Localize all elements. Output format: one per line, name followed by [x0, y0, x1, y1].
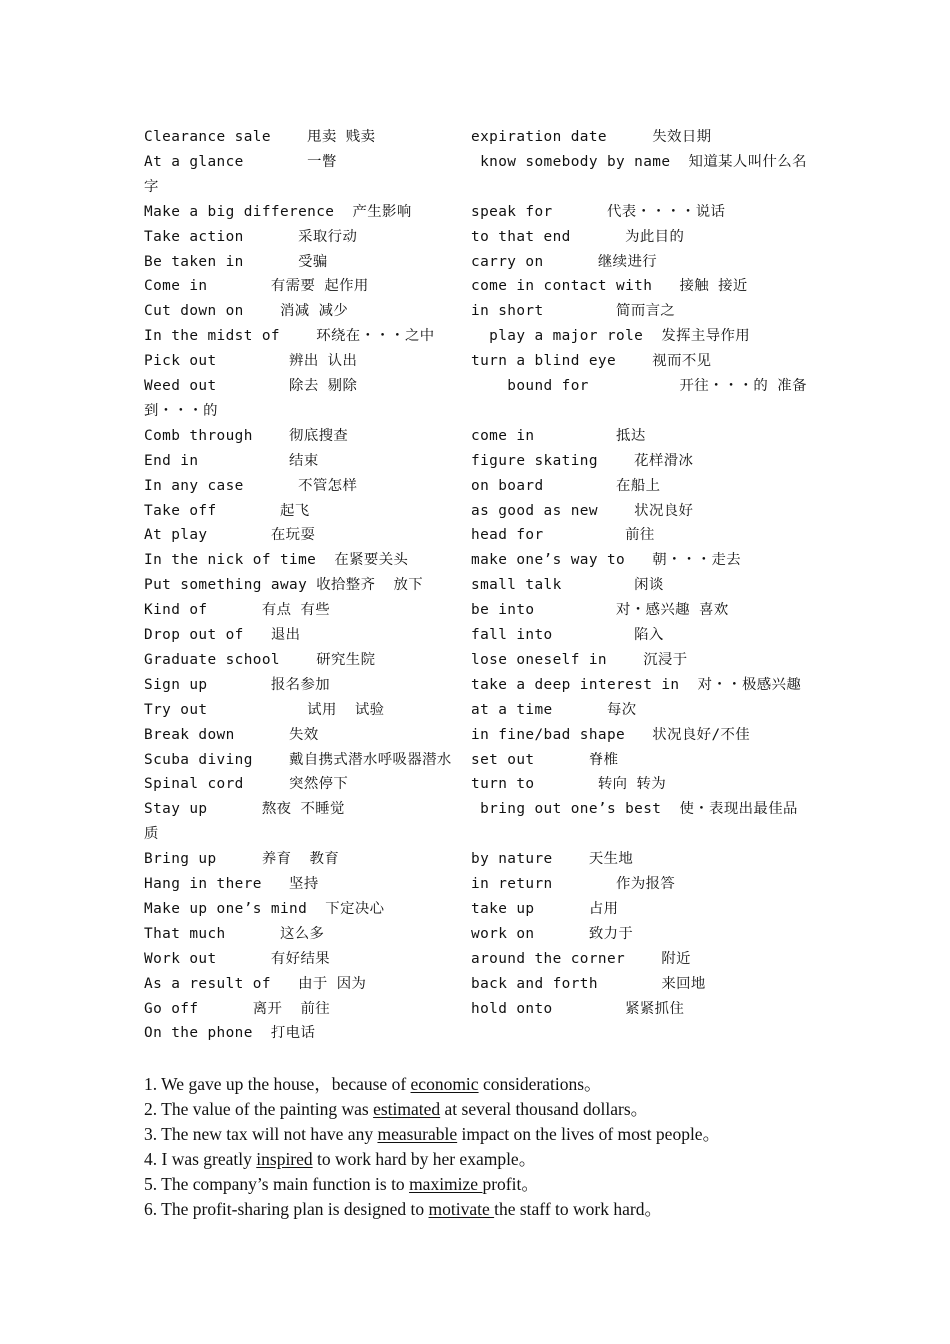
sentence-text: 6. The profit-sharing plan is designed to — [144, 1199, 429, 1219]
sentence-text: impact on the lives of most people。 — [457, 1124, 721, 1144]
vocab-left-entry: Sign up 报名参加 — [144, 676, 331, 693]
vocab-left-entry: On the phone 打电话 — [144, 1025, 316, 1042]
vocab-left-entry: Be taken in 受骗 — [144, 253, 328, 270]
vocab-left-entry: Try out 试用 试验 — [144, 701, 385, 718]
vocab-right-entry: around the corner 附近 — [471, 950, 691, 967]
sentence-3 — [144, 1122, 844, 1147]
sentence-text: at several thousand dollars。 — [440, 1099, 649, 1119]
sentence-5 — [144, 1172, 844, 1197]
vocab-right-entry: lose oneself in 沉浸于 — [471, 651, 688, 668]
vocab-left-entry: Scuba diving 戴自携式潜水呼吸器潜水 — [144, 751, 452, 768]
vocab-left-entry: Take off 起飞 — [144, 502, 310, 519]
vocab-left-entry: 质 — [144, 826, 159, 843]
underlined-word: motivate — [428, 1199, 495, 1219]
vocab-left-entry: Make up one’s mind 下定决心 — [144, 900, 385, 917]
underlined-word: estimated — [373, 1099, 441, 1119]
vocab-right-entry: make one’s way to 朝・・・走去 — [471, 552, 742, 569]
underlined-word: inspired — [256, 1149, 313, 1169]
vocab-left-entry: That much 这么多 — [144, 925, 325, 942]
vocab-left-entry: Clearance sale 甩卖 贱卖 — [144, 129, 376, 145]
vocab-right-entry: as good as new 状况良好 — [471, 502, 694, 519]
vocab-left-entry: Spinal cord 突然停下 — [144, 776, 349, 793]
vocab-left-entry: In the nick of time 在紧要关头 — [144, 552, 409, 569]
vocab-right-entry: figure skating 花样滑冰 — [471, 452, 694, 469]
vocab-left-entry: Pick out 辨出 认出 — [144, 353, 358, 370]
vocab-left-entry: Kind of 有点 有些 — [144, 602, 331, 619]
sentence-text: 2. The value of the painting was — [144, 1099, 374, 1119]
vocab-left-entry: Come in 有需要 起作用 — [144, 278, 369, 295]
underlined-word: measurable — [377, 1124, 458, 1144]
vocab-right-entry: on board 在船上 — [471, 477, 661, 494]
vocab-left-entry: At play 在玩耍 — [144, 527, 316, 544]
sentence-text: 1. We gave up the house，because of — [144, 1074, 411, 1094]
vocab-right-entry: in fine/bad shape 状况良好/不佳 — [471, 726, 751, 743]
vocab-right-entry: carry on 继续进行 — [471, 253, 658, 270]
vocab-right-entry: take up 占用 — [471, 900, 619, 917]
vocab-right-entry: be into 对・感兴趣 喜欢 — [471, 602, 729, 619]
vocab-right-entry: head for 前往 — [471, 527, 655, 544]
sentence-text: to work hard by her example。 — [312, 1149, 537, 1169]
vocab-left-entry: In the midst of 环绕在・・・之中 — [144, 328, 435, 345]
vocab-left-entry: At a glance 一瞥 — [144, 153, 337, 170]
sentence-text: 5. The company’s main function is to — [144, 1174, 410, 1194]
vocab-right-entry: at a time 每次 — [471, 701, 637, 718]
vocab-right-entry: fall into 陷入 — [471, 627, 664, 643]
vocab-right-entry: take a deep interest in 对・・极感兴趣 — [471, 676, 802, 693]
sentence-4 — [144, 1147, 844, 1172]
vocab-right-entry: hold onto 紧紧抓住 — [471, 1000, 685, 1017]
vocab-left-entry: Graduate school 研究生院 — [144, 651, 376, 668]
vocab-right-entry: come in 抵达 — [471, 427, 646, 444]
vocab-right-entry: back and forth 来回地 — [471, 975, 706, 992]
vocab-right-entry: set out 脊椎 — [471, 751, 619, 768]
vocab-left-entry: Work out 有好结果 — [144, 950, 331, 967]
vocab-left-entry: Cut down on 消减 减少 — [144, 303, 349, 320]
vocab-left-entry: Bring up 养育 教育 — [144, 851, 340, 868]
sentence-text: the staff to work hard。 — [494, 1199, 662, 1219]
underlined-word: maximize — [409, 1174, 483, 1194]
vocab-right-entry: small talk 闲谈 — [471, 577, 664, 594]
vocab-left-entry: Put something away 收拾整齐 放下 — [144, 577, 424, 594]
vocab-left-entry: Weed out 除去 剔除 — [144, 378, 358, 394]
vocab-left-entry: Hang in there 坚持 — [144, 876, 319, 892]
vocab-left-entry: Comb through 彻底搜查 — [144, 427, 349, 444]
sentence-2 — [144, 1097, 844, 1122]
underlined-word: economic — [410, 1074, 479, 1094]
sentence-6 — [144, 1197, 844, 1222]
vocab-right-entry: turn a blind eye 视而不见 — [471, 353, 712, 370]
vocab-left-entry: Make a big difference 产生影响 — [144, 203, 412, 220]
vocab-right-entry: by nature 天生地 — [471, 851, 634, 868]
sentence-text: profit。 — [482, 1174, 539, 1194]
vocab-left-entry: Stay up 熬夜 不睡觉 — [144, 801, 345, 818]
vocab-left-entry: Take action 采取行动 — [144, 228, 358, 245]
vocab-right-entry: in return 作为报答 — [471, 876, 676, 892]
vocab-left-entry: End in 结束 — [144, 452, 319, 469]
vocab-right-entry: work on 致力于 — [471, 925, 634, 942]
vocab-right-entry: bound for 开往・・・的 准备 — [471, 378, 807, 394]
vocab-left-entry: Break down 失效 — [144, 726, 319, 743]
vocab-right-entry: in short 简而言之 — [471, 303, 676, 320]
sentence-text: considerations。 — [478, 1074, 602, 1094]
vocab-left-entry: As a result of 由于 因为 — [144, 975, 367, 992]
vocab-left-entry: 字 — [144, 178, 159, 195]
vocab-right-entry: bring out one’s best 使・表现出最佳品 — [471, 801, 798, 818]
vocab-left-entry: Go off 离开 前往 — [144, 1000, 331, 1017]
sentence-text: 3. The new tax will not have any — [144, 1124, 378, 1144]
sentence-text: 4. I was greatly — [144, 1149, 257, 1169]
vocab-right-entry: speak for 代表・・・・说话 — [471, 203, 726, 220]
vocab-right-entry: know somebody by name 知道某人叫什么名 — [471, 153, 807, 170]
vocab-right-entry: to that end 为此目的 — [471, 228, 685, 245]
example-sentences — [144, 1072, 844, 1222]
vocab-left-entry: 到・・・的 — [144, 402, 218, 419]
vocab-right-entry: play a major role 发挥主导作用 — [471, 328, 751, 345]
vocab-left-entry: Drop out of 退出 — [144, 627, 301, 643]
vocab-right-entry: come in contact with 接触 接近 — [471, 278, 748, 295]
vocab-left-entry: In any case 不管怎样 — [144, 477, 358, 494]
sentence-1 — [144, 1072, 844, 1097]
vocab-right-entry: expiration date 失效日期 — [471, 129, 712, 145]
vocab-right-entry: turn to 转向 转为 — [471, 776, 667, 793]
